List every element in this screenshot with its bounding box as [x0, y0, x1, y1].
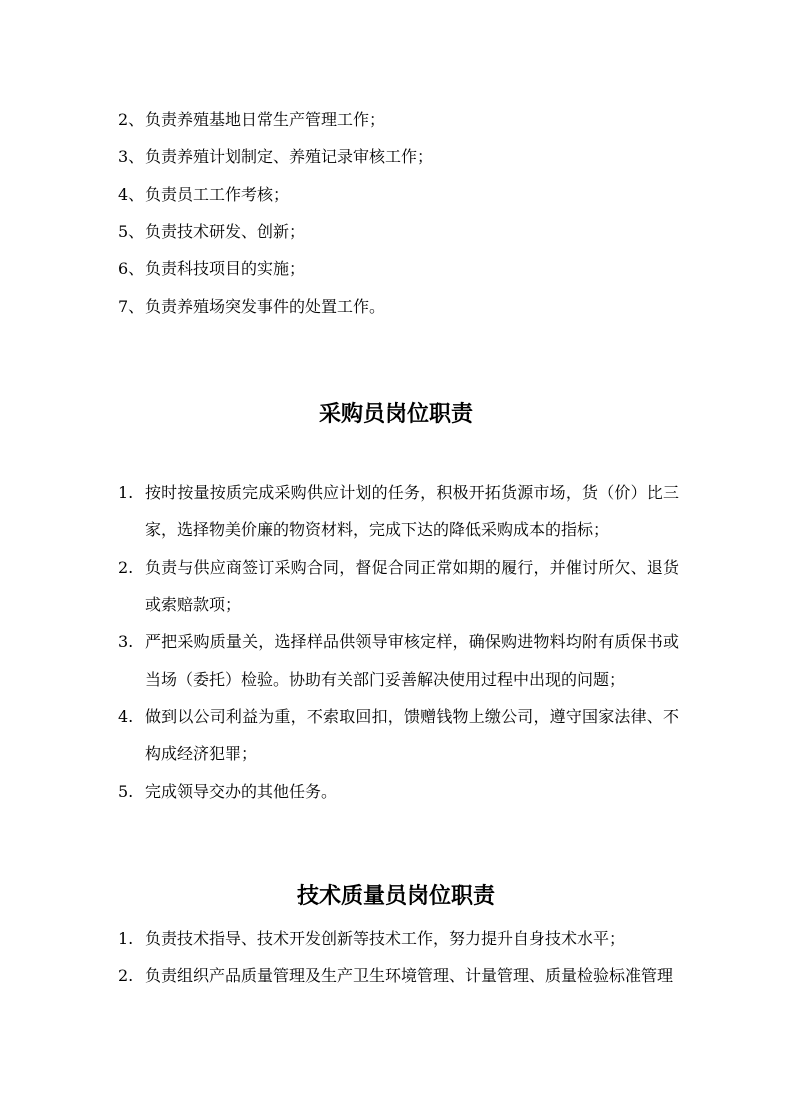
list-item: [118, 549, 679, 624]
list-item-number: 1.: [118, 483, 134, 502]
list-item-text: 负责科技项目的实施；: [145, 259, 306, 279]
list-item-number: 6、: [118, 259, 145, 279]
list-item: [118, 773, 679, 810]
list-item-text: 负责员工工作考核；: [145, 184, 290, 204]
list-item-number: 4.: [118, 706, 134, 726]
list-item: [118, 213, 679, 250]
list-item-text: 严把采购质量关，选择样品供领导审核定样，确保购进物料均附有质保书或当场（委托）检验。协助有关部门妥善解决使用过程中出现的问题；: [145, 632, 679, 689]
list-item-text: 负责技术研发、创新；: [145, 221, 306, 241]
list-item: [118, 101, 679, 138]
list-item-text: 负责养殖基地日常生产管理工作；: [145, 110, 386, 129]
list-item-text: 完成领导交办的其他任务。: [145, 781, 338, 801]
list-item: [118, 920, 679, 957]
list-item: [118, 288, 679, 325]
list-item-number: 5.: [118, 781, 134, 801]
list-item: [118, 176, 679, 213]
list-item-number: 3、: [118, 147, 145, 167]
list-item-number: 1.: [118, 929, 134, 948]
list-item: [118, 474, 679, 549]
list-item-number: 2.: [118, 966, 134, 986]
list-item: [118, 957, 679, 994]
list-item-number: 5、: [118, 221, 145, 241]
list-item-number: 3.: [118, 632, 134, 652]
list-item: [118, 623, 679, 698]
list-item-text: 做到以公司利益为重，不索取回扣，馈赠钱物上缴公司，遵守国家法律、不构成经济犯罪；: [145, 706, 679, 764]
duty-list-aquaculture-manager: [118, 101, 679, 325]
list-item: [118, 138, 679, 175]
duty-list-purchaser: [118, 474, 679, 810]
duty-list-quality-technician: [118, 920, 679, 995]
list-item-number: 2、: [118, 110, 145, 129]
list-item-number: 7、: [118, 296, 145, 316]
list-item-number: 4、: [118, 184, 145, 204]
list-item: [118, 698, 679, 773]
list-item-text: 负责养殖计划制定、养殖记录审核工作；: [145, 147, 434, 167]
section-title-quality-technician: 技术质量员岗位职责: [296, 883, 495, 909]
list-item-text: 按时按量按质完成采购供应计划的任务，积极开拓货源市场，货（价）比三家，选择物美价廉的物资材料，完成下达的降低采购成本的指标；: [145, 483, 679, 540]
section-title-purchaser: 采购员岗位职责: [318, 401, 473, 427]
list-item: [118, 250, 679, 287]
list-item-text: 负责组织产品质量管理及生产卫生环境管理、计量管理、质量检验标准管理: [145, 966, 674, 986]
list-item-text: 负责养殖场突发事件的处置工作。: [145, 296, 386, 316]
list-item-number: 2.: [118, 557, 134, 577]
list-item-text: 负责技术指导、技术开发创新等技术工作，努力提升自身技术水平；: [145, 929, 626, 948]
list-item-text: 负责与供应商签订采购合同，督促合同正常如期的履行，并催讨所欠、退货或索赔款项；: [145, 557, 679, 614]
